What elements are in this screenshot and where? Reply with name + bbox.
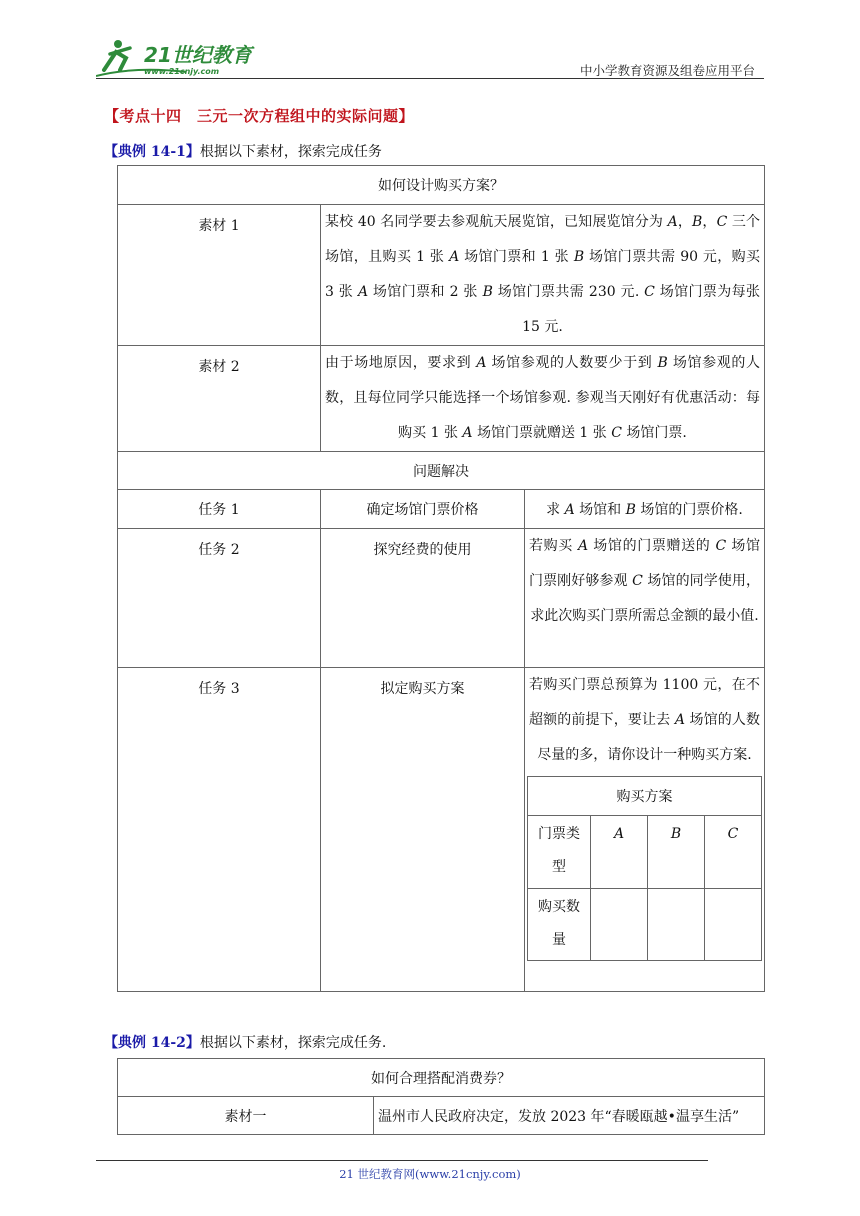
task1-name: 确定场馆门票价格 (321, 490, 525, 529)
table-title: 如何设计购买方案？ (118, 166, 765, 205)
material1-text: 某校 40 名同学要去参观航天展览馆，已知展览馆分为 A，B，C 三个场馆，且购买 1 张 A 场馆门票和 1 张 B 场馆门票共需 90 元，购买 3 张 A 场馆门票和 2 张 B 场馆门票共需 230 元. C 场馆门票为每张 15 元. (321, 205, 765, 346)
task2-label: 任务 2 (118, 529, 321, 668)
task2-desc: 若购买 A 场馆的门票赠送的 C 场馆门票刚好够参观 C 场馆的同学使用，求此次购买门票所需总金额的最小值. (525, 529, 765, 668)
example1-table (117, 165, 765, 992)
plan-col-b: B (648, 816, 705, 889)
task3-desc: 若购买门票总预算为 1100 元，在不超额的前提下，要让去 A 场馆的人数尽量的多，请你设计一种购买方案. 购买方案 门票类型 A B C 购买数量 (525, 668, 765, 992)
plan-cell-a (591, 889, 648, 961)
example1-heading (104, 141, 382, 161)
platform-name: 中小学教育资源及组卷应用平台 (579, 63, 755, 78)
task3-name: 拟定购买方案 (321, 668, 525, 992)
site-logo (96, 36, 266, 78)
material2-label: 素材 2 (118, 346, 321, 452)
material2-text: 由于场地原因，要求到 A 场馆参观的人数要少于到 B 场馆参观的人数，且每位同学只能选择一个场馆参观. 参观当天刚好有优惠活动：每购买 1 张 A 场馆门票就赠送 1 张 C 场馆门票. (321, 346, 765, 452)
plan-table (527, 776, 762, 961)
example2-table (117, 1058, 765, 1135)
plan-table-title: 购买方案 (528, 777, 762, 816)
logo-text: 21世纪教育 (144, 43, 252, 67)
task1-label: 任务 1 (118, 490, 321, 529)
example1-label: 【典例 14-1】 (104, 144, 200, 160)
footer-text: 21 世纪教育网(www.21cnjy.com) (339, 1167, 521, 1181)
plan-cell-b (648, 889, 705, 961)
example2-intro: 根据以下素材，探索完成任务. (199, 1035, 387, 1051)
header-divider (96, 78, 764, 79)
example2-label: 【典例 14-2】 (104, 1035, 200, 1051)
example2-title: 如何合理搭配消费券？ (118, 1059, 765, 1097)
plan-cell-c (705, 889, 762, 961)
task1-desc: 求 A 场馆和 B 场馆的门票价格. (525, 490, 765, 529)
plan-col-a: A (591, 816, 648, 889)
example2-heading (104, 1032, 386, 1052)
plan-row1-label: 门票类型 (528, 816, 591, 889)
example2-material1-text: 温州市人民政府决定，发放 2023 年“春暖瓯越•温享生活” (374, 1097, 765, 1135)
problem-solving-header: 问题解决 (118, 452, 765, 490)
example2-material1-label: 素材一 (118, 1097, 374, 1135)
footer-divider (96, 1160, 708, 1161)
plan-col-c: C (705, 816, 762, 889)
logo-url: www.21cnjy.com (144, 67, 220, 76)
plan-row2-label: 购买数量 (528, 889, 591, 961)
example1-intro: 根据以下素材，探索完成任务 (199, 144, 382, 160)
section-title: 【考点十四 三元一次方程组中的实际问题】 (104, 107, 415, 125)
material1-label: 素材 1 (118, 205, 321, 346)
task3-label: 任务 3 (118, 668, 321, 992)
task2-name: 探究经费的使用 (321, 529, 525, 668)
